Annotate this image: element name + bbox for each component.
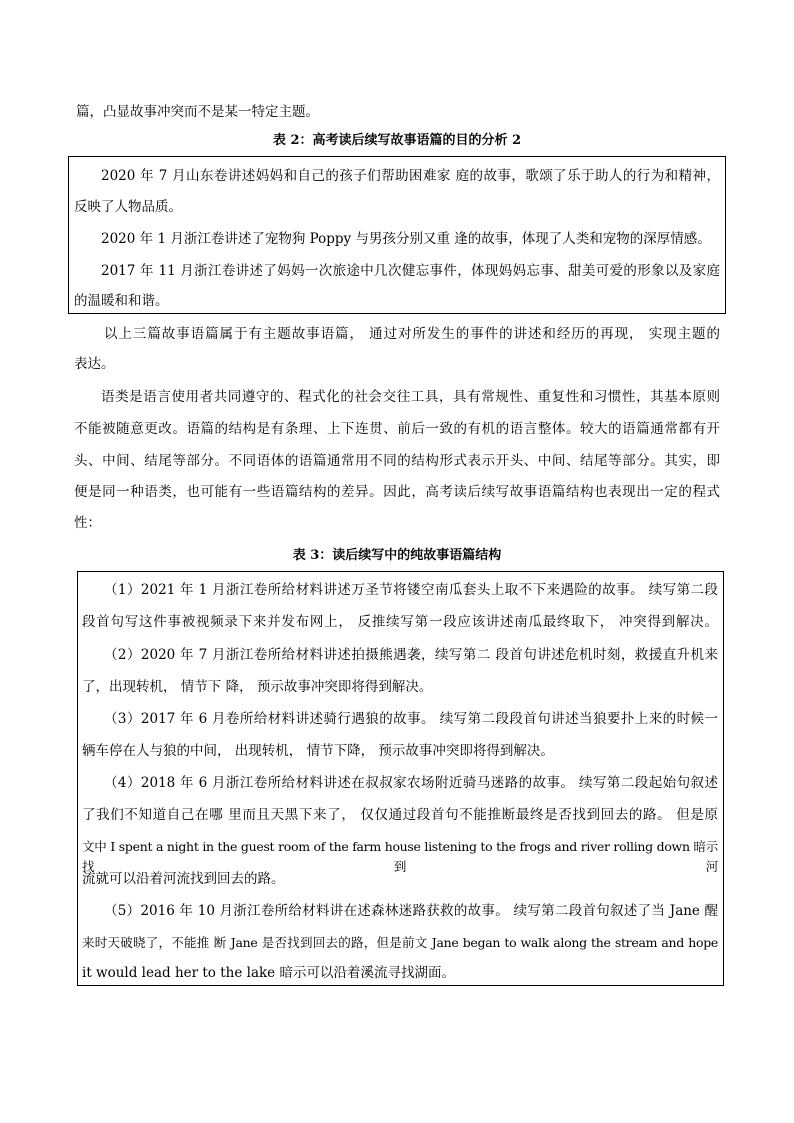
- table2-line: 反映了人物品质。: [74, 199, 182, 215]
- body-paragraph-line: 性：: [74, 515, 101, 531]
- table3-line: （5）2016 年 10 月浙江卷所给材料讲在述森林迷路获救的故事。 续写第二段首句叙述了当 Jane 醒: [104, 903, 718, 919]
- body-paragraph-line: 头、中间、结尾等部分。不同语体的语篇通常用不同的结构形式表示开头、中间、结尾等部分。其实，即: [74, 453, 720, 469]
- body-paragraph-line: 语类是语言使用者共同遵守的、程式化的社会交往工具，具有常规性、重复性和习惯性，其基本原则: [101, 389, 720, 405]
- intro-line: 篇，凸显故事冲突而不是某一特定主题。: [76, 104, 319, 120]
- body-paragraph-line: 表达。: [74, 356, 115, 372]
- table3-line: （3）2017 年 6 月卷所给材料讲述骑行遇狼的故事。 续写第二段段首句讲述当狼要扑上来的时候一: [104, 711, 718, 727]
- table2-line: 的温暖和和谐。: [74, 293, 169, 309]
- table3-line: 段首句写这件事被视频录下来并发布网上， 反推续写第一段应该讲述南瓜最终取下， 冲突得到解决。: [82, 614, 718, 630]
- table3-line: it would lead her to the lake 暗示可以沿着溪流寻找湖面。: [82, 965, 455, 981]
- table3-line: 流就可以沿着河流找到回去的路。: [82, 871, 285, 887]
- table3-caption: 表 3：读后续写中的纯故事语篇结构: [292, 548, 502, 563]
- table2-caption: 表 2：高考读后续写故事语篇的目的分析 2: [272, 133, 522, 148]
- table3-line: 了我们不知道自己在哪 里而且天黑下来了， 仅仅通过段首句不能推断最终是否找到回去的路。 但是原: [82, 807, 718, 823]
- table3-line: （4）2018 年 6 月浙江卷所给材料讲述在叔叔家农场附近骑马迷路的故事。 续写第二段起始句叙述: [104, 775, 718, 791]
- body-paragraph-line: 不能被随意更改。语篇的结构是有条理、上下连贯、前后一致的有机的语言整体。较大的语篇通常都有开: [74, 421, 720, 437]
- table3-line: 了，出现转机， 情节下 降， 预示故事冲突即将得到解决。: [82, 679, 433, 695]
- table3-line: 辆车停在人与狼的中间， 出现转机， 情节下降， 预示故事冲突即将得到解决。: [82, 743, 554, 759]
- body-paragraph-line: 以上三篇故事语篇属于有主题故事语篇， 通过对所发生的事件的讲述和经历的再现， 实现主题的: [104, 326, 720, 342]
- table3-line: 来时天破晓了，不能推 断 Jane 是否找到回去的路，但是前文 Jane began to walk along the stream and hope: [82, 935, 718, 950]
- table3-line: 文中 I spent a night in the guest room of the farm house listening to the frogs and river rolling down 暗示找到河: [82, 839, 718, 874]
- table3-line: （1）2021 年 1 月浙江卷所给材料讲述万圣节将镂空南瓜套头上取不下来遇险的故事。 续写第二段: [104, 582, 718, 598]
- body-paragraph-line: 便是同一种语类，也可能有一些语篇结构的差异。因此，高考读后续写故事语篇结构也表现出一定的程式: [74, 484, 720, 500]
- table2-line: 2020 年 7 月山东卷讲述妈妈和自己的孩子们帮助困难家 庭的故事，歌颂了乐于助人的行为和精神，: [101, 168, 720, 184]
- table3-line: （2）2020 年 7 月浙江卷所给材料讲述拍摄熊遇袭，续写第二 段首句讲述危机时刻，救援直升机来: [104, 647, 718, 663]
- table2-line: 2017 年 11 月浙江卷讲述了妈妈一次旅途中几次健忘事件，体现妈妈忘事、甜美可爱的形象以及家庭: [101, 263, 720, 279]
- table2-line: 2020 年 1 月浙江卷讲述了宠物狗 Poppy 与男孩分别又重 逢的故事，体现了人类和宠物的深厚情感。: [101, 231, 711, 247]
